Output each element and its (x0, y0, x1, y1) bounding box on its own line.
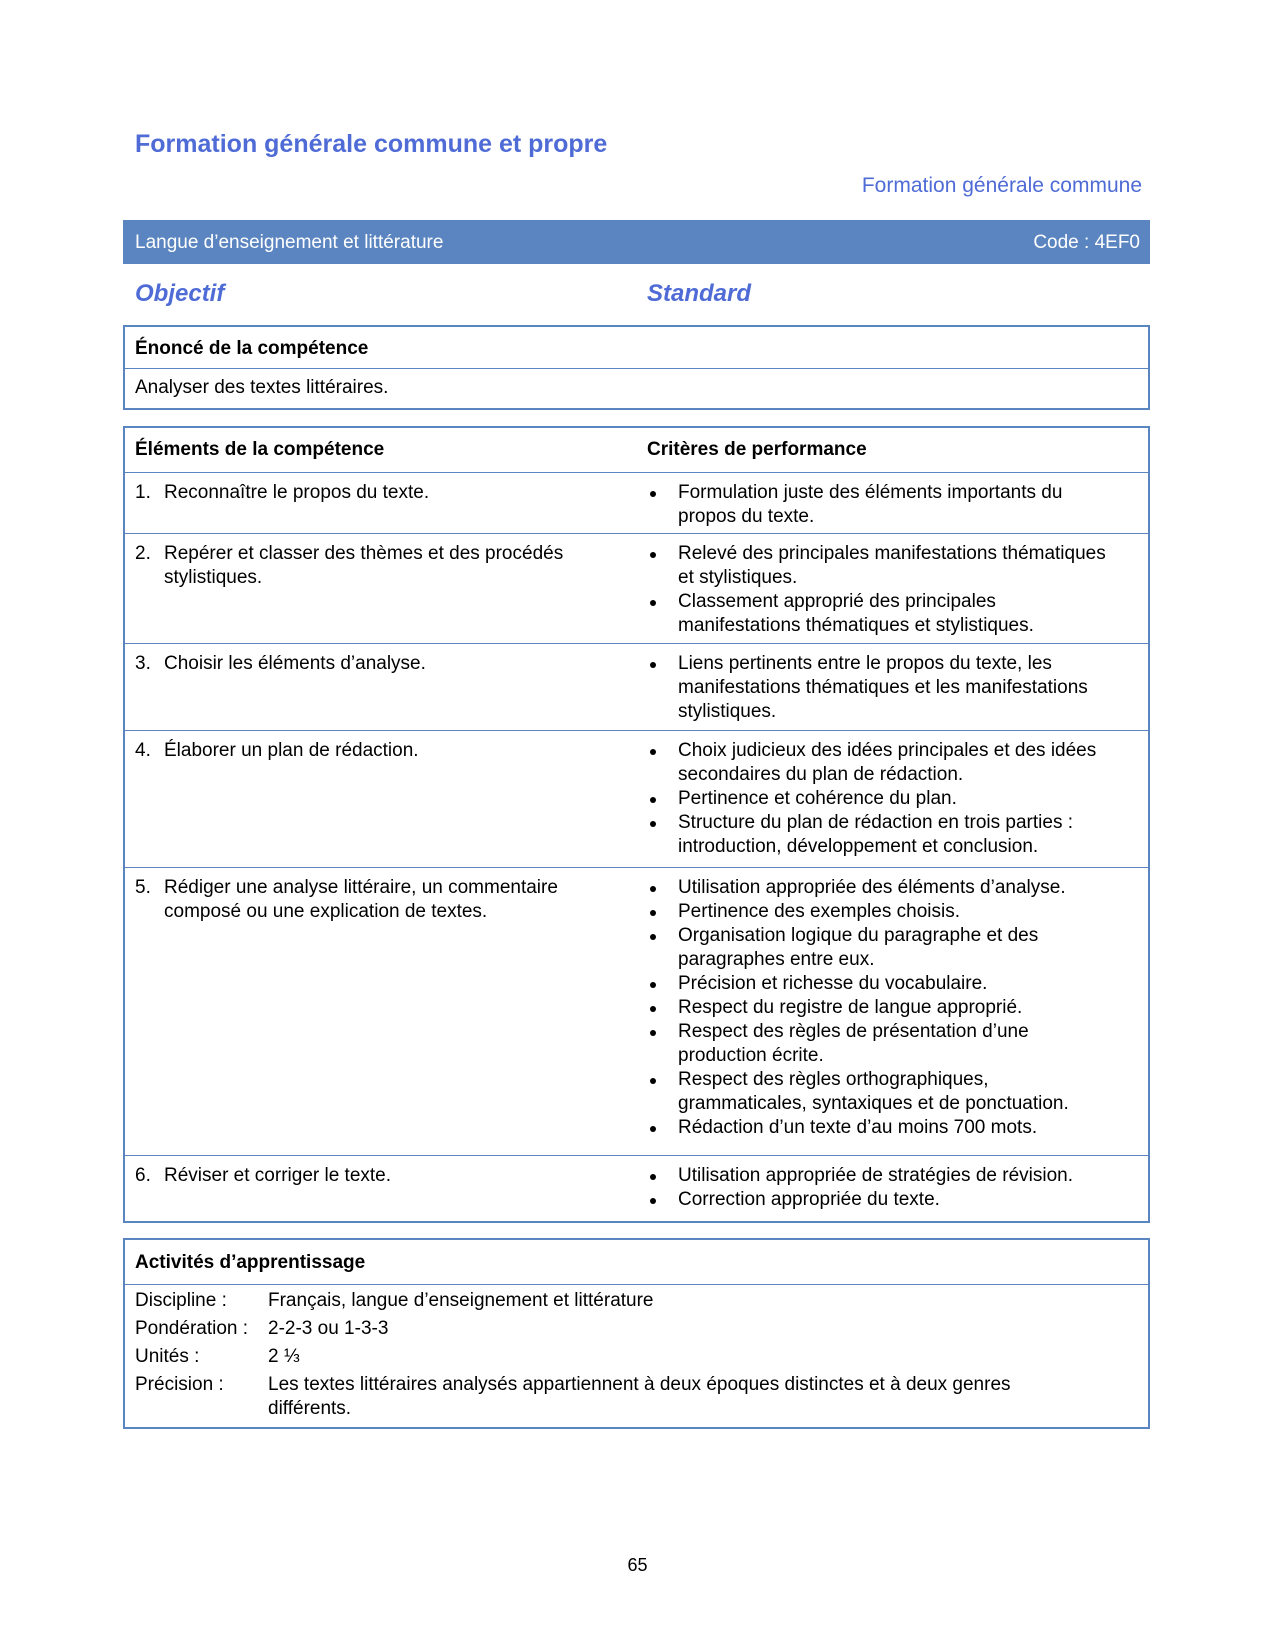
bullet-icon (650, 600, 656, 606)
criterion-text: Utilisation appropriée de stratégies de révision. (678, 1165, 1073, 1186)
objectif-heading: Objectif (135, 280, 225, 307)
precision-value: Les textes littéraires analysés appartiennent à deux époques distinctes et à deux genres différents. (268, 1374, 1011, 1419)
criterion-text: Respect des règles orthographiques, grammaticales, syntaxiques et de ponctuation. (678, 1069, 1069, 1114)
criterion-item (647, 1116, 1117, 1140)
bullet-icon (650, 910, 656, 916)
discipline-label: Discipline : (135, 1290, 227, 1311)
criterion-item (647, 996, 1117, 1020)
discipline-row (135, 1289, 1138, 1313)
bullet-icon (650, 662, 656, 668)
precision-row (135, 1373, 1138, 1421)
element-number: 4. (135, 740, 151, 761)
criterion-text: Structure du plan de rédaction en trois parties : introduction, développement et conclusion. (678, 812, 1074, 857)
page-subtitle: Formation générale commune (861, 174, 1142, 197)
criterion-item (647, 811, 1117, 859)
bullet-icon (650, 934, 656, 940)
element-cell (135, 1164, 615, 1188)
activities-heading: Activités d’apprentissage (125, 1240, 1148, 1285)
unites-value: 2 ⅓ (268, 1346, 300, 1367)
course-code: Code : 4EF0 (1033, 232, 1140, 253)
criterion-item (647, 787, 1117, 811)
criteria-heading: Critères de performance (647, 439, 867, 460)
activities-table (125, 1285, 1148, 1421)
criterion-text: Rédaction d’un texte d’au moins 700 mots. (678, 1117, 1038, 1138)
criterion-text: Respect des règles de présentation d’une production écrite. (678, 1021, 1029, 1066)
table-row (125, 534, 1148, 644)
elements-table (123, 426, 1150, 1223)
criterion-item (647, 542, 1117, 590)
criterion-item (647, 1068, 1117, 1116)
element-cell (135, 876, 615, 924)
competence-heading: Énoncé de la compétence (125, 327, 1148, 369)
bullet-icon (650, 491, 656, 497)
criterion-item (647, 972, 1117, 996)
element-text: Élaborer un plan de rédaction. (164, 740, 419, 761)
criteria-cell (647, 876, 1117, 1140)
page-title: Formation générale commune et propre (135, 130, 608, 158)
bullet-icon (650, 1174, 656, 1180)
competence-box (123, 325, 1150, 410)
element-number: 1. (135, 482, 151, 503)
element-text: Reconnaître le propos du texte. (164, 482, 430, 503)
standard-heading: Standard (647, 280, 752, 307)
ponderation-value: 2-2-3 ou 1-3-3 (268, 1318, 389, 1339)
criterion-item (647, 739, 1117, 787)
precision-label: Précision : (135, 1374, 224, 1395)
element-number: 6. (135, 1165, 151, 1186)
unites-label: Unités : (135, 1346, 200, 1367)
criterion-item (647, 900, 1117, 924)
table-row (125, 731, 1148, 868)
criterion-text: Pertinence des exemples choisis. (678, 901, 960, 922)
criterion-text: Précision et richesse du vocabulaire. (678, 973, 988, 994)
table-row (125, 868, 1148, 1156)
bullet-icon (650, 821, 656, 827)
criterion-item (647, 652, 1117, 724)
ponderation-row (135, 1317, 1138, 1341)
element-text: Choisir les éléments d’analyse. (164, 653, 426, 674)
bullet-icon (650, 552, 656, 558)
table-row (125, 1156, 1148, 1220)
criteria-cell (647, 739, 1117, 859)
criterion-item (647, 1164, 1117, 1188)
criteria-cell (647, 542, 1117, 638)
criterion-text: Classement approprié des principales manifestations thématiques et stylistiques. (678, 591, 1034, 636)
element-cell (135, 542, 615, 590)
criterion-item (647, 1020, 1117, 1068)
bullet-icon (650, 1030, 656, 1036)
criterion-text: Liens pertinents entre le propos du texte, les manifestations thématiques et les manifestations stylistiques. (678, 653, 1088, 722)
criteria-cell (647, 1164, 1117, 1212)
bullet-icon (650, 1198, 656, 1204)
bullet-icon (650, 982, 656, 988)
criterion-text: Formulation juste des éléments importants du propos du texte. (678, 482, 1063, 527)
activities-box (123, 1238, 1150, 1429)
competence-statement: Analyser des textes littéraires. (135, 377, 389, 398)
page-number: 65 (627, 1555, 648, 1575)
element-cell (135, 652, 615, 676)
criterion-text: Pertinence et cohérence du plan. (678, 788, 957, 809)
element-text: Réviser et corriger le texte. (164, 1165, 392, 1186)
element-text: Rédiger une analyse littéraire, un commentaire composé ou une explication de textes. (164, 877, 558, 922)
elements-heading: Éléments de la compétence (135, 439, 385, 460)
course-name: Langue d’enseignement et littérature (135, 232, 444, 253)
bullet-icon (650, 1126, 656, 1132)
criterion-item (647, 876, 1117, 900)
criterion-text: Utilisation appropriée des éléments d’analyse. (678, 877, 1066, 898)
bullet-icon (650, 749, 656, 755)
criterion-text: Correction appropriée du texte. (678, 1189, 940, 1210)
element-number: 5. (135, 877, 151, 898)
bullet-icon (650, 886, 656, 892)
criterion-item (647, 1188, 1117, 1212)
criteria-cell (647, 481, 1117, 529)
criteria-cell (647, 652, 1117, 724)
table-row (125, 644, 1148, 731)
element-cell (135, 739, 615, 763)
bullet-icon (650, 1078, 656, 1084)
criterion-text: Respect du registre de langue approprié. (678, 997, 1023, 1018)
element-cell (135, 481, 615, 505)
bullet-icon (650, 797, 656, 803)
criterion-text: Organisation logique du paragraphe et des paragraphes entre eux. (678, 925, 1039, 970)
criterion-text: Relevé des principales manifestations thématiques et stylistiques. (678, 543, 1106, 588)
elements-table-header (125, 428, 1148, 473)
criterion-item (647, 590, 1117, 638)
bullet-icon (650, 1006, 656, 1012)
section-headings (135, 280, 1135, 308)
element-text: Repérer et classer des thèmes et des procédés stylistiques. (164, 543, 564, 588)
element-number: 2. (135, 543, 151, 564)
criterion-item (647, 924, 1117, 972)
criterion-text: Choix judicieux des idées principales et des idées secondaires du plan de rédaction. (678, 740, 1097, 785)
unites-row (135, 1345, 1138, 1369)
discipline-value: Français, langue d’enseignement et littérature (268, 1290, 654, 1311)
element-number: 3. (135, 653, 151, 674)
criterion-item (647, 481, 1117, 529)
course-bar (123, 220, 1150, 264)
ponderation-label: Pondération : (135, 1318, 249, 1339)
table-row (125, 473, 1148, 534)
